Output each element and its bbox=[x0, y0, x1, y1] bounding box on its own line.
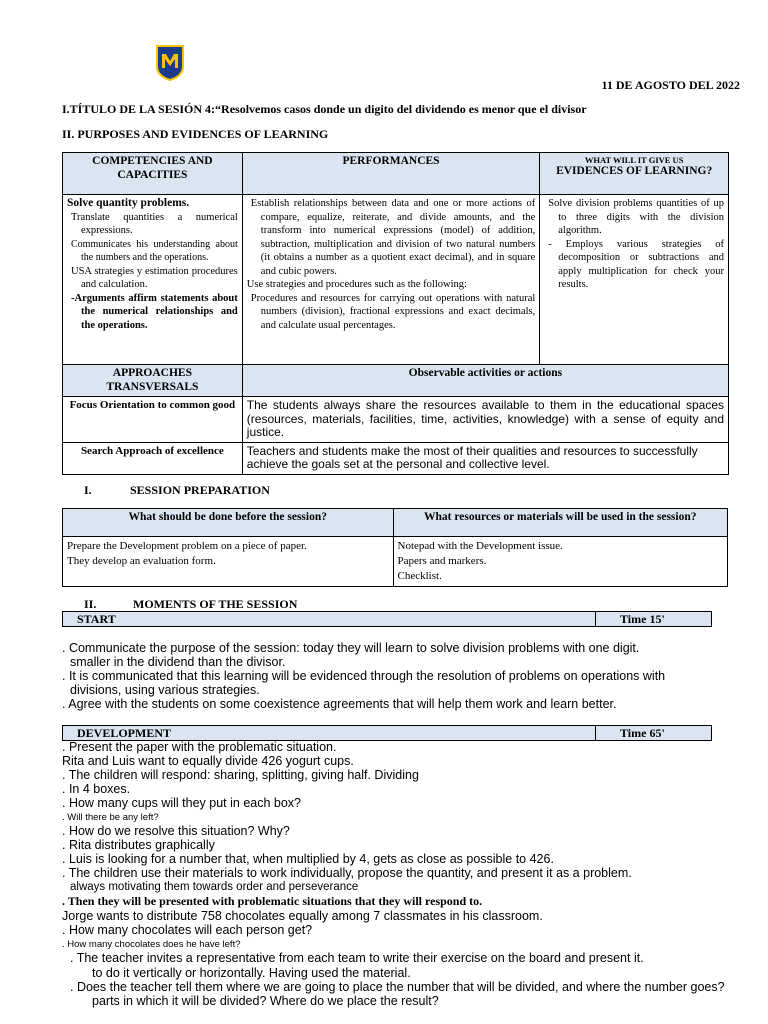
resource-item: Notepad with the Development issue. bbox=[397, 540, 563, 552]
date: 11 DE AGOSTO DEL 2022 bbox=[601, 78, 740, 92]
preparation-number: I. bbox=[84, 483, 92, 497]
dev-line: . The children use their materials to work individually, propose the quantity, and present it as a problem. bbox=[62, 866, 632, 880]
dev-line: . Then they will be presented with problematic situations that they will respond to. bbox=[62, 894, 483, 908]
resources-header: What resources or materials will be used in the session? bbox=[393, 509, 728, 537]
capacity-item: -Arguments affirm statements about the numerical relationships and the operations. bbox=[71, 292, 238, 331]
performance-item: Establish relationships between data and one or more actions of compare, equalize, reiterate, and divide amounts, and the transform into numerical expressions (model) of addition, subtraction, multiplication and division of two natural numbers (it obtains a number as a quotient exact decimal), and in square and cubic powers. bbox=[250, 198, 536, 277]
evidence-item: - Employs various strategies of decomposition or subtractions and apply multiplication for check your results. bbox=[548, 238, 724, 290]
capacities-cell bbox=[63, 195, 243, 365]
moments-heading: MOMENTS OF THE SESSION bbox=[133, 597, 298, 611]
start-line: . Agree with the students on some coexistence agreements that will help them work and learn better. bbox=[62, 697, 617, 711]
start-line: . Communicate the purpose of the session: today they will learn to solve division problems with one digit. bbox=[62, 641, 640, 655]
before-header: What should be done before the session? bbox=[63, 509, 394, 537]
session-title: I.TÍTULO DE LA SESIÓN 4:“Resolvemos casos donde un digito del dividendo es menor que el divisor bbox=[62, 102, 587, 116]
activities-header: Observable activities or actions bbox=[242, 365, 728, 397]
dev-line: . How many chocolates will each person get? bbox=[62, 923, 313, 937]
before-cell bbox=[63, 537, 394, 587]
performance-item: Procedures and resources for carrying out operations with natural numbers (division), fractional expressions and exact decimals, and calculate usual percentages. bbox=[250, 292, 536, 331]
dev-line: . In 4 boxes. bbox=[62, 782, 131, 796]
start-line: divisions, using various strategies. bbox=[70, 683, 260, 697]
preparation-heading: SESSION PREPARATION bbox=[130, 483, 270, 497]
approach-name: Focus Orientation to common good bbox=[63, 397, 243, 443]
dev-line: . Will there be any left? bbox=[62, 812, 159, 823]
dev-line: . Present the paper with the problematic situation. bbox=[62, 740, 337, 754]
start-line: smaller in the dividend than the divisor. bbox=[70, 655, 286, 669]
section-purposes-heading: II. PURPOSES AND EVIDENCES OF LEARNING bbox=[62, 127, 329, 141]
resource-item: Papers and markers. bbox=[397, 555, 487, 567]
moments-number: II. bbox=[84, 597, 97, 611]
start-bar bbox=[62, 611, 712, 627]
dev-line: . The teacher invites a representative from each team to write their exercise on the board and present it. bbox=[70, 951, 644, 965]
preparation-table bbox=[62, 508, 728, 587]
approaches-header: APPROACHES TRANSVERSALS bbox=[63, 365, 243, 397]
start-line: . It is communicated that this learning will be evidenced through the resolution of problems on operations with bbox=[62, 669, 666, 683]
purposes-table bbox=[62, 152, 729, 475]
dev-line: . Rita distributes graphically bbox=[62, 838, 215, 852]
evidences-header bbox=[540, 153, 729, 195]
start-time: Time 15' bbox=[595, 612, 712, 626]
dev-line: Rita and Luis want to equally divide 426 yogurt cups. bbox=[62, 754, 354, 768]
evidences-header-main: EVIDENCES OF LEARNING? bbox=[556, 165, 713, 177]
dev-line: . How do we resolve this situation? Why? bbox=[62, 824, 290, 838]
capacity-item: Communicates his understanding about the numbers and the operations. bbox=[71, 238, 238, 263]
dev-line: . How many cups will they put in each box? bbox=[62, 796, 302, 810]
before-item: They develop an evaluation form. bbox=[67, 555, 216, 567]
performance-item: Use strategies and procedures such as the following: bbox=[246, 279, 467, 290]
before-item: Prepare the Development problem on a piece of paper. bbox=[67, 540, 307, 552]
start-label: START bbox=[77, 612, 116, 626]
evidences-cell bbox=[540, 195, 729, 365]
competencies-header: COMPETENCIES AND CAPACITIES bbox=[63, 153, 243, 195]
evidences-header-small: WHAT WILL IT GIVE US bbox=[584, 155, 684, 165]
development-bar bbox=[62, 725, 712, 741]
dev-line: to do it vertically or horizontally. Having used the material. bbox=[92, 966, 411, 980]
dev-line: . How many chocolates does he have left? bbox=[62, 939, 241, 950]
dev-line: parts in which it will be divided? Where do we place the result? bbox=[92, 994, 439, 1008]
performances-header: PERFORMANCES bbox=[242, 153, 539, 195]
dev-line: . Luis is looking for a number that, when multiplied by 4, gets as close as possible to 426. bbox=[62, 852, 554, 866]
approach-text: Teachers and students make the most of their qualities and resources to successfully achieve the goals set at the personal and collective level. bbox=[242, 442, 728, 474]
approach-text: The students always share the resources available to them in the educational spaces (resources, materials, facilities, time, activities, knowledge) with a sense of equity and justice. bbox=[242, 397, 728, 443]
resource-item: Checklist. bbox=[397, 570, 442, 582]
development-label: DEVELOPMENT bbox=[77, 726, 172, 740]
capacity-item: Translate quantities a numerical expressions. bbox=[71, 211, 238, 236]
evidence-item: Solve division problems quantities of up to three digits with the division algorithm. bbox=[548, 198, 724, 236]
dev-line: . The children will respond: sharing, splitting, giving half. Dividing bbox=[62, 768, 419, 782]
school-crest-icon bbox=[155, 44, 185, 82]
resources-cell bbox=[393, 537, 728, 587]
capacity-item: USA strategies y estimation procedures and calculation. bbox=[71, 265, 238, 290]
approach-name: Search Approach of excellence bbox=[63, 442, 243, 474]
performances-cell bbox=[242, 195, 539, 365]
development-time: Time 65' bbox=[595, 726, 712, 740]
dev-line: . Does the teacher tell them where we are going to place the number that will be divided, and where the number goes? bbox=[70, 980, 725, 994]
dev-line: Jorge wants to distribute 758 chocolates equally among 7 classmates in his classroom. bbox=[62, 909, 543, 923]
dev-line: always motivating them towards order and perseverance bbox=[70, 881, 359, 893]
competency-title: Solve quantity problems. bbox=[67, 197, 190, 209]
